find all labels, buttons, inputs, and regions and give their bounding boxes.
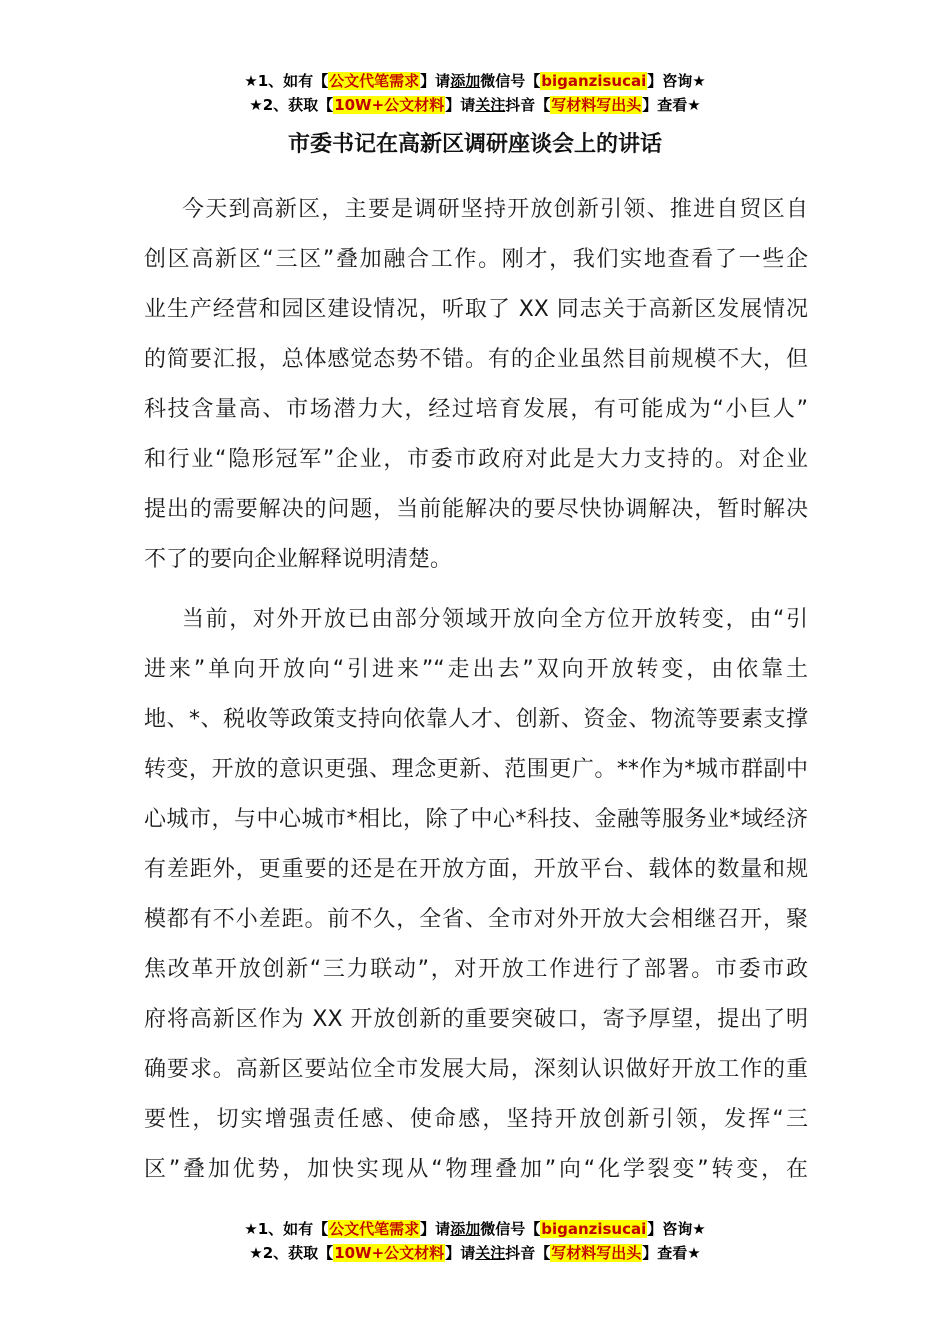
paragraph-line: 科技含量高、市场潜力大，经过培育发展，有可能成为“小巨人” — [144, 397, 808, 422]
banner-text: 抖音【 — [505, 96, 551, 114]
banner-line-1 — [0, 69, 950, 93]
paragraph-2 — [144, 595, 808, 1195]
paragraph-line: 的简要汇报，总体感觉态势不错。有的企业虽然目前规模不大，但 — [144, 347, 808, 372]
banner-line-2 — [0, 93, 950, 117]
banner-text: 抖音【 — [505, 1244, 551, 1262]
paragraph-line: 区”叠加优势，加快实现从“物理叠加”向“化学裂变”转变，在 — [144, 1157, 808, 1182]
banner-text: 】查看★ — [642, 1244, 701, 1262]
paragraph-line: 焦改革开放创新“三力联动”，对开放工作进行了部署。市委市政 — [144, 957, 808, 982]
banner-text: ★1、如有【 — [244, 72, 329, 90]
banner-highlight: 公文代笔需求 — [329, 1220, 420, 1238]
paragraph-line: 模都有不小差距。前不久，全省、全市对外开放大会相继召开，聚 — [144, 907, 808, 932]
paragraph-line: 有差距外，更重要的还是在开放方面，开放平台、载体的数量和规 — [144, 857, 808, 882]
footer-banner — [0, 1217, 950, 1265]
paragraph-line: 地、*、税收等政策支持向依靠人才、创新、资金、物流等要素支撑 — [144, 707, 808, 732]
banner-underlined-text: 关注 — [475, 96, 506, 114]
paragraph-line: 进来”单向开放向“引进来”“走出去”双向开放转变，由依靠土 — [144, 657, 808, 682]
paragraph-line: 府将高新区作为 XX 开放创新的重要突破口，寄予厚望，提出了明 — [144, 1007, 808, 1032]
banner-text: ★2、获取【 — [249, 96, 334, 114]
banner-text: 】咨询★ — [647, 1220, 706, 1238]
document-title: 市委书记在高新区调研座谈会上的讲话 — [287, 132, 662, 157]
banner-highlight: 10W+公文材料 — [334, 1244, 445, 1262]
paragraph-line: 要性，切实增强责任感、使命感，坚持开放创新引领，发挥“三 — [144, 1107, 808, 1132]
banner-text: ★1、如有【 — [244, 1220, 329, 1238]
banner-highlight: biganzisucai — [541, 1220, 647, 1238]
paragraph-1 — [144, 185, 808, 585]
header-banner — [0, 69, 950, 117]
paragraph-line: 今天到高新区，主要是调研坚持开放创新引领、推进自贸区自 — [182, 197, 808, 222]
banner-underlined-text: 添加 — [450, 1220, 481, 1238]
banner-text: 】咨询★ — [647, 72, 706, 90]
banner-text: ★2、获取【 — [249, 1244, 334, 1262]
banner-highlight: 10W+公文材料 — [334, 96, 445, 114]
banner-text: 微信号【 — [480, 72, 541, 90]
paragraph-line: 和行业“隐形冠军”企业，市委市政府对此是大力支持的。对企业 — [144, 447, 808, 472]
banner-highlight: 写材料写出头 — [551, 1244, 642, 1262]
paragraph-line: 转变，开放的意识更强、理念更新、范围更广。**作为*城市群副中 — [144, 757, 808, 782]
banner-text: 微信号【 — [480, 1220, 541, 1238]
banner-underlined-text: 添加 — [450, 72, 481, 90]
banner-highlight: 写材料写出头 — [551, 96, 642, 114]
banner-text: 】请 — [445, 1244, 476, 1262]
paragraph-line: 当前，对外开放已由部分领域开放向全方位开放转变，由“引 — [182, 607, 808, 632]
banner-text: 】请 — [445, 96, 476, 114]
banner-line-1 — [0, 1217, 950, 1241]
banner-line-2 — [0, 1241, 950, 1265]
banner-text: 】请 — [420, 1220, 451, 1238]
banner-highlight: biganzisucai — [541, 72, 647, 90]
paragraph-line: 不了的要向企业解释说明清楚。 — [144, 547, 453, 572]
banner-highlight: 公文代笔需求 — [329, 72, 420, 90]
paragraph-line: 心城市，与中心城市*相比，除了中心*科技、金融等服务业*域经济 — [144, 807, 808, 832]
banner-text: 】查看★ — [642, 96, 701, 114]
paragraph-line: 业生产经营和园区建设情况，听取了 XX 同志关于高新区发展情况 — [144, 297, 808, 322]
paragraph-line: 创区高新区“三区”叠加融合工作。刚才，我们实地查看了一些企 — [144, 247, 808, 272]
banner-text: 】请 — [420, 72, 451, 90]
paragraph-line: 确要求。高新区要站位全市发展大局，深刻认识做好开放工作的重 — [144, 1057, 808, 1082]
paragraph-line: 提出的需要解决的问题，当前能解决的要尽快协调解决，暂时解决 — [144, 497, 808, 522]
banner-underlined-text: 关注 — [475, 1244, 506, 1262]
